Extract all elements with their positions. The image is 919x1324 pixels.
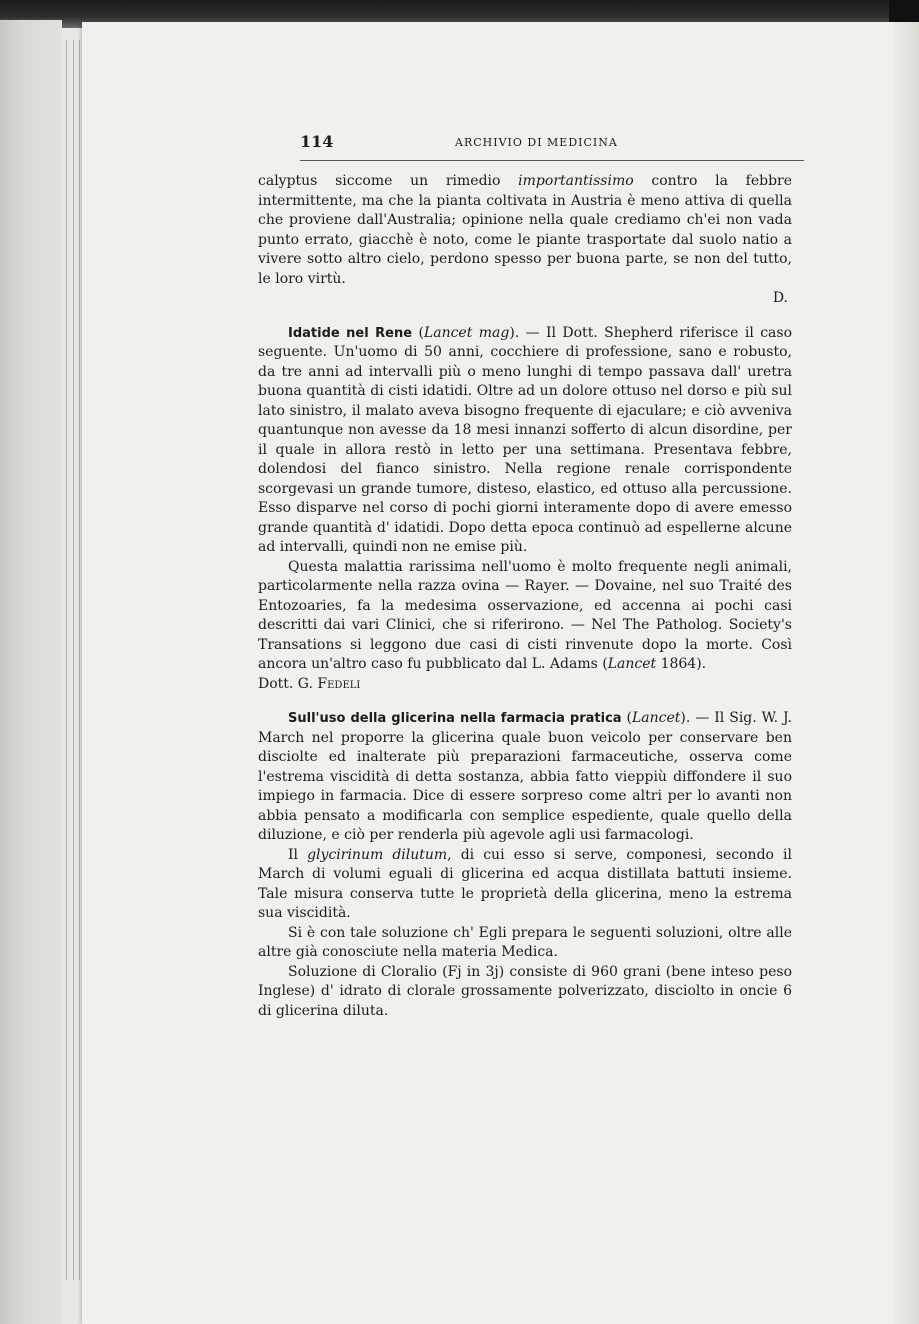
article-glycerin-paragraph-1: [258, 709, 792, 846]
article-glycerin-paragraph-3: Si è con tale soluzione ch' Egli prepara le seguenti soluzioni, oltre alle altre già conosciute nella materia Medica.: [258, 924, 792, 960]
emphasis: Lancet: [607, 656, 657, 672]
text-run: 1864).: [660, 656, 707, 672]
emphasis: importantissimo: [518, 173, 634, 189]
article-hydatid-paragraph-2: [258, 558, 792, 675]
signature-prefix: Dott. G.: [258, 675, 313, 692]
emphasis: glycirinum dilutum: [307, 846, 448, 863]
source-lancet: Lancet: [631, 710, 681, 726]
page-body: [258, 172, 792, 1021]
page-stack-line: [73, 40, 74, 1280]
article-glycerin-paragraph-2: [258, 846, 792, 924]
article-hydatid-paragraph-1: [258, 324, 792, 558]
text-run: ).: [509, 324, 520, 341]
binding-edge: [0, 20, 62, 1324]
text-run: calyptus siccome un rimedio: [258, 173, 501, 189]
article-title-glycerin: Sull'uso della glicerina nella farmacia pratica: [288, 711, 622, 726]
header-rule: [300, 160, 804, 161]
text-run: contro la febbre intermittente, ma che la pianta coltivata in Austria è meno attiva di quella che proviene dall'Australia; opinione nella quale crediamo ch'ei non vada punto errato, giacchè è noto, come le piante trasportate dal suolo natio a vivere sotto altro cielo, perdono spesso per buona parte, se non del tutto, le loro virtù.: [258, 173, 793, 287]
article-glycerin-paragraph-4: Soluzione di Cloralio (Fj in 3j) consiste di 960 grani (bene inteso peso Inglese) d' idrato di clorale grossamente polverizzato, disciolto in oncie 6 di glicerina diluta.: [258, 963, 792, 1019]
signature-fedeli: [258, 675, 792, 695]
article-title-hydatid: Idatide nel Rene: [288, 325, 413, 341]
page-stack-line: [79, 40, 80, 1280]
text-run: Il: [288, 846, 299, 863]
text-run: (: [626, 710, 632, 726]
text-run: Questa malattia rarissima nell'uomo è molto frequente negli animali, particolarmente nella razza ovina — Rayer. — Dovaine, nel suo Traité des Entozoaries, fa la medesima osservazione, ed accenna ai pochi casi descritti dai vari Clinici, che si riferirono. — Nel The Patholog. Society's Transations si leggono due casi di cisti rinvenute dopo la morte. Così ancora un'altro caso fu pubblicato dal L. Adams (: [258, 558, 792, 672]
text-run: — Il Dott. Shepherd riferisce il caso seguente. Un'uomo di 50 anni, cocchiere di professione, sano e robusto, da tre anni ad intervalli più o meno lunghi di tempo passava dall' uretra buona quantità di cisti idatidi. Oltre ad un dolore ottuso nel dorso e più sul lato sinistro, il malato aveva bisogno frequente di ejaculare; e ciò avveniva quantunque non avesse da 18 mesi innanzi sofferto di alcun disordine, per il quale in allora restò in letto per una settimana. Presentava febbre, dolendosi del fianco sinistro. Nella regione renale corrispondente scorgevasi un grande tumore, disteso, elastico, ed ottuso alla percussione. Esso disparve nel corso di pochi giorni interamente dopo di avere emesso grande quantità d' idatidi. Dopo detta epoca continuò ad espellerne alcune ad intervalli, quindi non ne emise più.: [258, 324, 792, 555]
text-run: , di cui esso si serve, componesi, secondo il March di volumi eguali di glicerina ed acqua distillata battuti insieme. Tale misura conserva tutte le proprietà della glicerina, meno la estrema sua viscidità.: [258, 846, 792, 921]
source-lancet-mag: Lancet mag: [423, 324, 510, 341]
signature-name: Fedeli: [317, 675, 361, 692]
article-eucalyptus-paragraph: [258, 172, 792, 309]
page-stack-line: [66, 40, 67, 1280]
signature-d: D.: [772, 290, 788, 306]
page-header: [300, 132, 804, 156]
text-run: — Il Sig. W. J. March nel proporre la glicerina quale buon veicolo per conservare ben disciolte ed inalterate più preparazioni farmaceutiche, osserva come l'estrema viscidità di detta sostanza, abbia fatto vieppiù diffondere il suo impiego in farmacia. Dice di essere sorpreso come altri per lo avanti non abbia pensato a modificarla con semplice espediente, quale quello della diluzione, e ciò per renderla più agevole agli usi farmacologi.: [258, 710, 792, 843]
text-run: ).: [680, 710, 691, 726]
running-title: ARCHIVIO DI MEDICINA: [455, 136, 618, 149]
right-page-edge: [894, 22, 919, 1324]
page-number: 114: [300, 132, 334, 151]
text-run: (: [418, 324, 424, 341]
